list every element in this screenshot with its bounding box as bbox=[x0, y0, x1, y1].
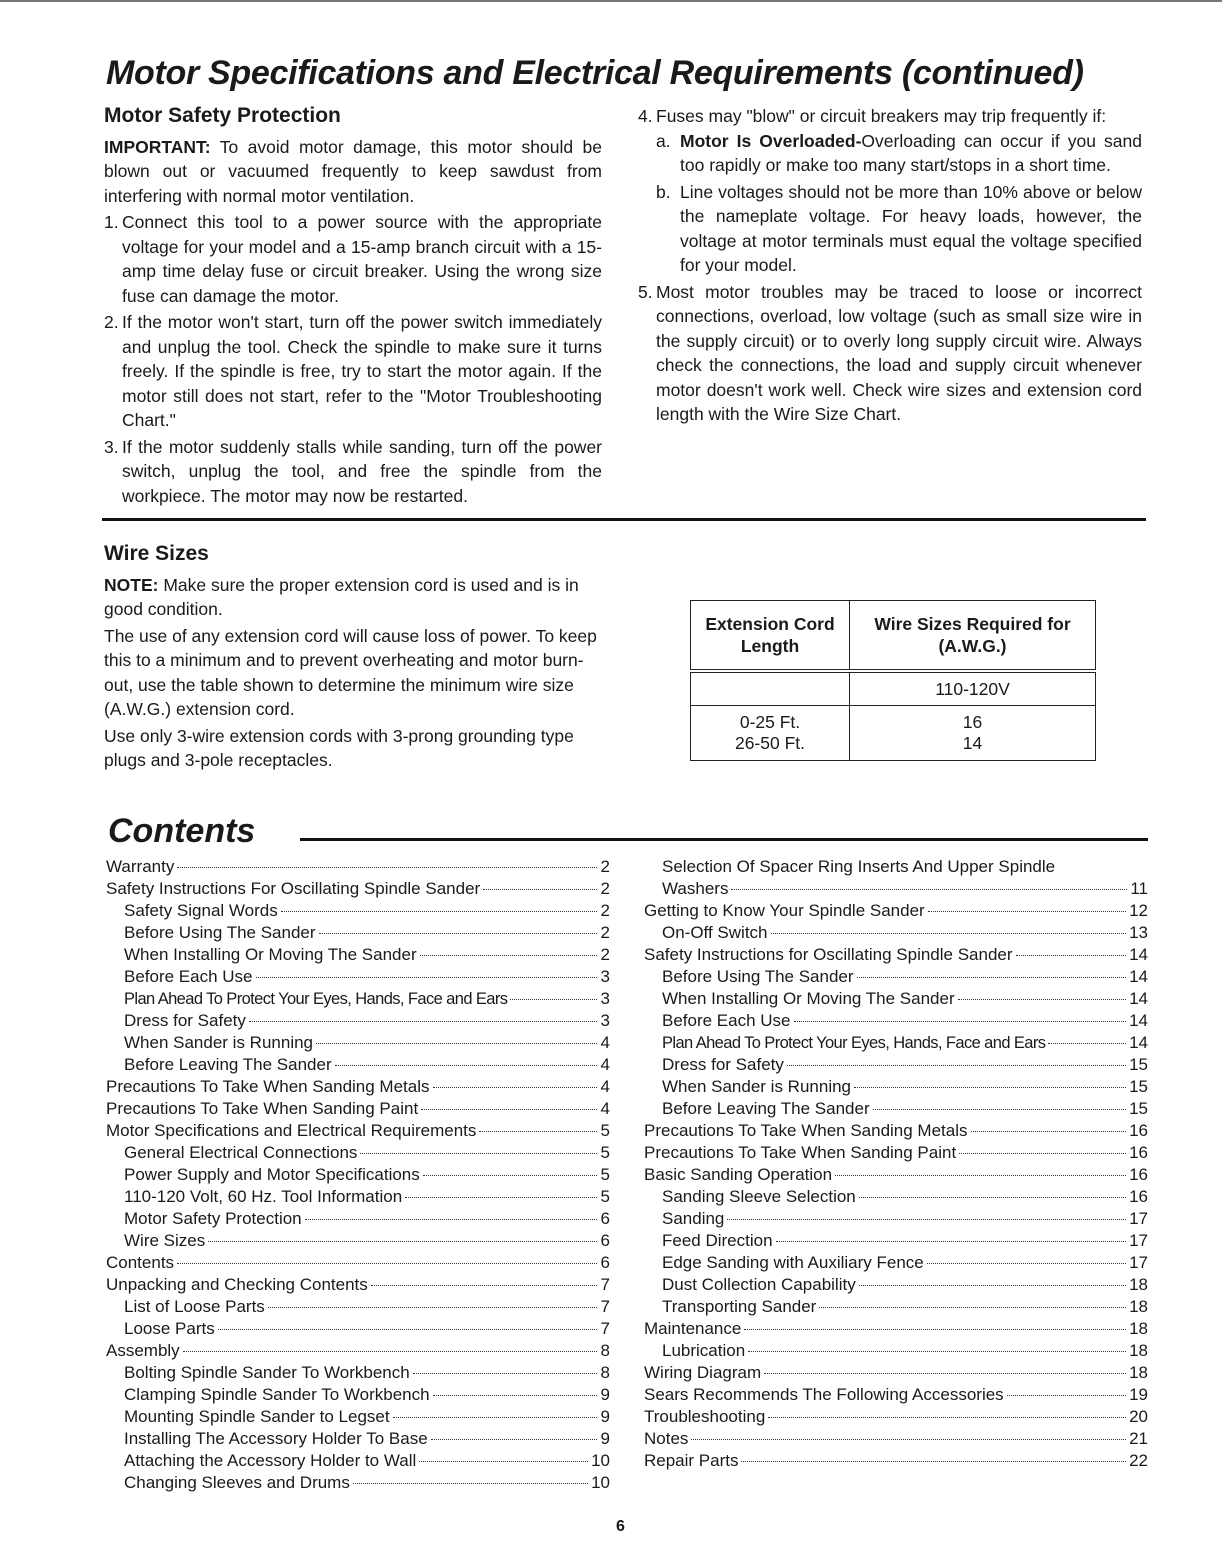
toc-entry-label: When Installing Or Moving The Sander bbox=[124, 945, 417, 964]
toc-entry-label: Edge Sanding with Auxiliary Fence bbox=[662, 1253, 924, 1272]
toc-entry bbox=[106, 900, 610, 922]
length-value: 0-25 Ft. bbox=[739, 712, 801, 732]
item-number: 4. bbox=[638, 106, 653, 126]
dot-leader bbox=[431, 1439, 597, 1440]
toc-entry-label-line1: Selection Of Spacer Ring Inserts And Upper Spindle bbox=[662, 857, 1056, 876]
dot-leader bbox=[256, 977, 597, 978]
toc-entry bbox=[644, 1230, 1148, 1252]
toc-page-number: 9 bbox=[600, 1407, 610, 1426]
toc-page-number: 20 bbox=[1129, 1407, 1148, 1426]
toc-page-number: 15 bbox=[1129, 1077, 1148, 1096]
dot-leader bbox=[316, 1043, 597, 1044]
dot-leader bbox=[218, 1329, 597, 1330]
toc-entry-label: Feed Direction bbox=[662, 1231, 773, 1250]
toc-page-number: 17 bbox=[1129, 1253, 1148, 1272]
dot-leader bbox=[1007, 1395, 1126, 1396]
dot-leader bbox=[335, 1065, 597, 1066]
toc-entry bbox=[106, 988, 610, 1010]
dot-leader bbox=[183, 1351, 597, 1352]
dot-leader bbox=[433, 1087, 597, 1088]
dot-leader bbox=[483, 889, 597, 890]
toc-page-number: 5 bbox=[600, 1187, 610, 1206]
toc-entry bbox=[644, 944, 1148, 966]
toc-page-number: 18 bbox=[1129, 1297, 1148, 1316]
dot-leader bbox=[421, 1109, 597, 1110]
toc-page-number: 14 bbox=[1129, 1033, 1148, 1052]
toc-entry bbox=[644, 1450, 1148, 1472]
voltage-cell: 110-120V bbox=[850, 671, 1096, 706]
dot-leader bbox=[771, 933, 1127, 934]
toc-page-number: 16 bbox=[1129, 1187, 1148, 1206]
item-number: 5. bbox=[638, 281, 653, 302]
toc-entry-label: Assembly bbox=[106, 1341, 180, 1360]
toc-page-number: 5 bbox=[600, 1165, 610, 1184]
toc-entry bbox=[106, 1428, 610, 1450]
toc-page-number: 18 bbox=[1129, 1275, 1148, 1294]
toc-entry-label: Plan Ahead To Protect Your Eyes, Hands, Face and Ears bbox=[124, 990, 508, 1008]
toc-entry-label: Wiring Diagram bbox=[644, 1363, 762, 1382]
toc-entry-label: Getting to Know Your Spindle Sander bbox=[644, 901, 925, 920]
toc-entry bbox=[644, 1428, 1148, 1450]
dot-leader bbox=[857, 977, 1127, 978]
toc-entry bbox=[106, 856, 610, 878]
toc-page-number: 10 bbox=[591, 1451, 610, 1470]
dot-leader bbox=[776, 1241, 1127, 1242]
toc-entry bbox=[644, 922, 1148, 944]
toc-entry bbox=[106, 1120, 610, 1142]
dot-leader bbox=[371, 1285, 597, 1286]
size-value: 14 bbox=[962, 733, 983, 753]
toc-entry bbox=[644, 1076, 1148, 1098]
wire-sizes-paragraph: Use only 3-wire extension cords with 3-prong grounding type plugs and 3-pole receptacles. bbox=[104, 725, 574, 770]
section-divider bbox=[102, 518, 1146, 521]
dot-leader bbox=[319, 933, 597, 934]
toc-entry-label: Changing Sleeves and Drums bbox=[124, 1473, 350, 1492]
toc-entry-label: Motor Safety Protection bbox=[124, 1209, 302, 1228]
toc-entry bbox=[106, 1384, 610, 1406]
dot-leader bbox=[859, 1197, 1126, 1198]
toc-entry bbox=[644, 1010, 1148, 1032]
toc-page-number: 8 bbox=[600, 1341, 610, 1360]
toc-entry-label: Sanding bbox=[662, 1209, 725, 1228]
dot-leader bbox=[249, 1021, 597, 1022]
toc-entry bbox=[106, 1076, 610, 1098]
toc-entry-label: Warranty bbox=[106, 857, 175, 876]
table-header-row bbox=[691, 601, 1096, 672]
dot-leader bbox=[353, 1483, 588, 1484]
toc-page-number: 6 bbox=[600, 1253, 610, 1272]
important-label: IMPORTANT: bbox=[104, 136, 211, 157]
toc-entry bbox=[644, 1296, 1148, 1318]
toc-entry-label: 110-120 Volt, 60 Hz. Tool Information bbox=[124, 1187, 403, 1206]
dot-leader bbox=[835, 1175, 1126, 1176]
toc-entry bbox=[106, 1450, 610, 1472]
toc-page-number: 6 bbox=[600, 1231, 610, 1250]
sub-item-a bbox=[656, 129, 1142, 178]
wire-sizes-paragraph: The use of any extension cord will cause loss of power. To keep this to a minimum and to prevent overheating and motor burn-out, use the table shown to determine the minimum wire size (A.W.G.) extension cord. bbox=[104, 625, 597, 719]
toc-entry-label: Precautions To Take When Sanding Paint bbox=[106, 1099, 419, 1118]
toc-entry bbox=[106, 1186, 610, 1208]
toc-page-number: 4 bbox=[600, 1055, 610, 1074]
toc-page-number: 6 bbox=[600, 1209, 610, 1228]
important-paragraph bbox=[104, 135, 602, 209]
toc-page-number: 18 bbox=[1129, 1319, 1148, 1338]
dot-leader bbox=[1016, 955, 1127, 956]
toc-page-number: 3 bbox=[600, 1011, 610, 1030]
sub-item-label: a. bbox=[656, 130, 671, 151]
list-item-2 bbox=[104, 310, 602, 433]
toc-entry-label: Troubleshooting bbox=[644, 1407, 766, 1426]
contents-left-column bbox=[106, 856, 610, 1494]
toc-entry-label: Safety Signal Words bbox=[124, 901, 278, 920]
toc-entry bbox=[644, 1340, 1148, 1362]
toc-page-number: 14 bbox=[1129, 945, 1148, 964]
toc-entry bbox=[106, 1340, 610, 1362]
dot-leader bbox=[208, 1241, 597, 1242]
dot-leader bbox=[510, 999, 597, 1000]
dot-leader bbox=[959, 1153, 1126, 1154]
toc-entry-label: Precautions To Take When Sanding Metals bbox=[106, 1077, 430, 1096]
dot-leader bbox=[741, 1461, 1126, 1462]
toc-entry-label: General Electrical Connections bbox=[124, 1143, 358, 1162]
toc-entry-label: Unpacking and Checking Contents bbox=[106, 1275, 368, 1294]
toc-entry-label: Contents bbox=[106, 1253, 175, 1272]
toc-entry bbox=[106, 1252, 610, 1274]
sub-item-bold: Motor Is Overloaded- bbox=[680, 130, 862, 151]
sub-item-text: Line voltages should not be more than 10% above or below the nameplate voltage. For heavy loads, however, the voltage at motor terminals must equal the voltage specified for your model. bbox=[680, 181, 1142, 275]
toc-page-number: 7 bbox=[600, 1275, 610, 1294]
toc-entry-label: On-Off Switch bbox=[662, 923, 768, 942]
toc-page-number: 19 bbox=[1129, 1385, 1148, 1404]
length-cell bbox=[691, 706, 850, 761]
toc-page-number: 16 bbox=[1129, 1165, 1148, 1184]
dot-leader bbox=[423, 1175, 597, 1176]
toc-page-number: 3 bbox=[600, 989, 610, 1008]
sub-item-text bbox=[680, 129, 1142, 178]
dot-leader bbox=[268, 1307, 597, 1308]
dot-leader bbox=[744, 1329, 1126, 1330]
toc-entry-label: When Sander is Running bbox=[662, 1077, 852, 1096]
toc-entry bbox=[106, 922, 610, 944]
dot-leader bbox=[479, 1131, 597, 1132]
page-number: 6 bbox=[616, 1518, 625, 1535]
toc-entry bbox=[106, 1472, 610, 1494]
toc-entry-label: Clamping Spindle Sander To Workbench bbox=[124, 1385, 430, 1404]
toc-entry-label: Safety Instructions For Oscillating Spindle Sander bbox=[106, 879, 481, 898]
dot-leader bbox=[405, 1197, 597, 1198]
toc-page-number: 2 bbox=[600, 879, 610, 898]
toc-page-number: 7 bbox=[600, 1319, 610, 1338]
toc-entry-label: Dust Collection Capability bbox=[662, 1275, 856, 1294]
wire-sizes-heading: Wire Sizes bbox=[104, 542, 209, 565]
toc-entry bbox=[644, 1406, 1148, 1428]
table-cell-empty bbox=[691, 671, 850, 706]
toc-entry-label: Precautions To Take When Sanding Paint bbox=[644, 1143, 957, 1162]
toc-page-number: 15 bbox=[1129, 1055, 1148, 1074]
toc-page-number: 21 bbox=[1129, 1429, 1148, 1448]
toc-page-number: 10 bbox=[591, 1473, 610, 1492]
toc-page-number: 3 bbox=[600, 967, 610, 986]
size-cell bbox=[850, 706, 1096, 761]
toc-page-number: 14 bbox=[1129, 967, 1148, 986]
toc-entry-label: Safety Instructions for Oscillating Spindle Sander bbox=[644, 945, 1013, 964]
toc-entry-label: Sears Recommends The Following Accessories bbox=[644, 1385, 1004, 1404]
note-label: NOTE: bbox=[104, 574, 159, 595]
sub-item-body: Overloading can occur if you sand too rapidly or make too many start/stops in a short time. bbox=[680, 130, 1142, 175]
toc-entry bbox=[106, 878, 610, 900]
dot-leader bbox=[928, 911, 1126, 912]
toc-entry bbox=[106, 1296, 610, 1318]
toc-page-number: 2 bbox=[600, 857, 610, 876]
toc-page-number: 2 bbox=[600, 923, 610, 942]
dot-leader bbox=[731, 889, 1127, 890]
dot-leader bbox=[971, 1131, 1127, 1132]
toc-page-number: 9 bbox=[600, 1385, 610, 1404]
toc-entry-label: When Installing Or Moving The Sander bbox=[662, 989, 955, 1008]
toc-entry bbox=[106, 1142, 610, 1164]
motor-safety-continued bbox=[638, 104, 1142, 427]
item-text: Most motor troubles may be traced to loose or incorrect connections, overload, low voltage (such as small size wire in the supply circuit) or to overly long supply circuit wire. Always check the connections, the load and supply circuit whenever motor doesn't work well. Check wire sizes and extension cord length with the Wire Size Chart. bbox=[656, 281, 1142, 424]
dot-leader bbox=[873, 1109, 1126, 1110]
contents-heading: Contents bbox=[108, 812, 256, 850]
toc-entry bbox=[644, 1186, 1148, 1208]
dot-leader bbox=[360, 1153, 597, 1154]
length-value: 26-50 Ft. bbox=[734, 733, 806, 753]
contents-right-column bbox=[644, 856, 1148, 1472]
dot-leader bbox=[927, 1263, 1126, 1264]
dot-leader bbox=[819, 1307, 1126, 1308]
motor-safety-section bbox=[104, 104, 602, 508]
toc-entry bbox=[644, 1274, 1148, 1296]
toc-page-number: 14 bbox=[1129, 989, 1148, 1008]
important-text: To avoid motor damage, this motor should be blown out or vacuumed frequently to keep sawdust from interfering with normal motor ventilation. bbox=[104, 136, 602, 206]
toc-entry bbox=[644, 1252, 1148, 1274]
dot-leader bbox=[305, 1219, 597, 1220]
toc-entry bbox=[106, 944, 610, 966]
toc-entry-label: Motor Specifications and Electrical Requirements bbox=[106, 1121, 477, 1140]
toc-page-number: 9 bbox=[600, 1429, 610, 1448]
toc-entry bbox=[644, 1362, 1148, 1384]
toc-entry-label: Plan Ahead To Protect Your Eyes, Hands, Face and Ears bbox=[662, 1034, 1046, 1052]
item-number: 3. bbox=[104, 436, 119, 457]
toc-entry-label: Before Leaving The Sander bbox=[124, 1055, 332, 1074]
toc-entry-label: Mounting Spindle Sander to Legset bbox=[124, 1407, 390, 1426]
item-text: If the motor suddenly stalls while sanding, turn off the power switch, unplug the tool, and free the spindle from the workpiece. The motor may now be restarted. bbox=[122, 436, 602, 506]
toc-entry bbox=[106, 1318, 610, 1340]
dot-leader bbox=[177, 867, 597, 868]
dot-leader bbox=[177, 1263, 597, 1264]
table-row bbox=[691, 706, 1096, 761]
toc-entry bbox=[644, 1120, 1148, 1142]
toc-entry bbox=[106, 1164, 610, 1186]
item-text: If the motor won't start, turn off the power switch immediately and unplug the tool. Check the spindle to make sure it turns freely. If the spindle is free, try to start the motor again. If the motor still does not start, refer to the "Motor Troubleshooting Chart." bbox=[122, 312, 602, 430]
dot-leader bbox=[419, 1461, 588, 1462]
toc-entry-label: Basic Sanding Operation bbox=[644, 1165, 833, 1184]
motor-safety-heading: Motor Safety Protection bbox=[104, 104, 341, 127]
toc-page-number: 5 bbox=[600, 1143, 610, 1162]
toc-entry-label: Before Each Use bbox=[662, 1011, 791, 1030]
list-item-3 bbox=[104, 435, 602, 509]
toc-entry-label: Before Using The Sander bbox=[662, 967, 854, 986]
item-number: 2. bbox=[104, 312, 119, 332]
toc-entry-label: Before Using The Sander bbox=[124, 923, 316, 942]
dot-leader bbox=[748, 1351, 1126, 1352]
toc-entry-label: When Sander is Running bbox=[124, 1033, 314, 1052]
toc-entry-label: Dress for Safety bbox=[662, 1055, 784, 1074]
item-text: Connect this tool to a power source with the appropriate voltage for your model and a 15-amp branch circuit with a 15-amp time delay fuse or circuit breaker. Using the wrong size fuse can damage the motor. bbox=[122, 212, 602, 306]
toc-entry-label: Loose Parts bbox=[124, 1319, 215, 1338]
note-text: Make sure the proper extension cord is used and is in good condition. bbox=[104, 574, 579, 619]
dot-leader bbox=[958, 999, 1126, 1000]
sub-item-b bbox=[656, 180, 1142, 278]
toc-entry bbox=[106, 1274, 610, 1296]
toc-page-number: 8 bbox=[600, 1363, 610, 1382]
toc-entry bbox=[106, 1406, 610, 1428]
toc-entry bbox=[644, 966, 1148, 988]
toc-entry bbox=[106, 1054, 610, 1076]
toc-entry-label: Repair Parts bbox=[644, 1451, 739, 1470]
list-item-5 bbox=[638, 280, 1142, 427]
dot-leader bbox=[787, 1065, 1126, 1066]
toc-entry bbox=[644, 1318, 1148, 1340]
contents-rule bbox=[300, 838, 1148, 841]
toc-page-number: 12 bbox=[1129, 901, 1148, 920]
toc-entry-line2 bbox=[644, 878, 1148, 900]
toc-entry-label: Before Leaving The Sander bbox=[662, 1099, 870, 1118]
toc-entry-label: Power Supply and Motor Specifications bbox=[124, 1165, 420, 1184]
toc-page-number: 4 bbox=[600, 1033, 610, 1052]
col-header-wire-size: Wire Sizes Required for (A.W.G.) bbox=[850, 601, 1096, 672]
toc-page-number: 11 bbox=[1130, 879, 1148, 898]
dot-leader bbox=[794, 1021, 1127, 1022]
toc-entry bbox=[106, 1362, 610, 1384]
toc-page-number: 14 bbox=[1129, 1011, 1148, 1030]
page-title: Motor Specifications and Electrical Requirements (continued) bbox=[106, 54, 1084, 92]
toc-entry bbox=[644, 1142, 1148, 1164]
toc-entry bbox=[644, 900, 1148, 922]
toc-page-number: 17 bbox=[1129, 1209, 1148, 1228]
toc-entry-label: Notes bbox=[644, 1429, 689, 1448]
note-paragraph bbox=[104, 573, 608, 622]
toc-entry bbox=[106, 966, 610, 988]
toc-entry bbox=[644, 1208, 1148, 1230]
toc-page-number: 16 bbox=[1129, 1121, 1148, 1140]
toc-entry bbox=[106, 1032, 610, 1054]
dot-leader bbox=[764, 1373, 1126, 1374]
toc-page-number: 18 bbox=[1129, 1363, 1148, 1382]
toc-page-number: 13 bbox=[1129, 923, 1148, 942]
toc-entry-label: Wire Sizes bbox=[124, 1231, 206, 1250]
toc-entry bbox=[644, 1164, 1148, 1186]
col-header-length: Extension Cord Length bbox=[691, 601, 850, 672]
dot-leader bbox=[768, 1417, 1126, 1418]
dot-leader bbox=[859, 1285, 1126, 1286]
toc-entry-label: Bolting Spindle Sander To Workbench bbox=[124, 1363, 410, 1382]
toc-entry bbox=[644, 1384, 1148, 1406]
toc-entry bbox=[106, 1098, 610, 1120]
toc-entry bbox=[106, 1208, 610, 1230]
list-item-4 bbox=[638, 104, 1142, 129]
dot-leader bbox=[281, 911, 597, 912]
toc-entry-label: Precautions To Take When Sanding Metals bbox=[644, 1121, 968, 1140]
toc-entry-label: Installing The Accessory Holder To Base bbox=[124, 1429, 428, 1448]
dot-leader bbox=[420, 955, 597, 956]
item-number: 1. bbox=[104, 212, 119, 232]
toc-page-number: 7 bbox=[600, 1297, 610, 1316]
toc-page-number: 2 bbox=[600, 945, 610, 964]
toc-page-number: 22 bbox=[1129, 1451, 1148, 1470]
toc-entry-label: Washers bbox=[662, 879, 729, 898]
toc-entry-label: Lubrication bbox=[662, 1341, 746, 1360]
toc-page-number: 2 bbox=[600, 901, 610, 920]
toc-page-number: 15 bbox=[1129, 1099, 1148, 1118]
table-row bbox=[691, 671, 1096, 706]
size-value: 16 bbox=[962, 712, 983, 732]
dot-leader bbox=[691, 1439, 1126, 1440]
dot-leader bbox=[727, 1219, 1126, 1220]
toc-entry bbox=[644, 856, 1148, 900]
toc-entry-label: Attaching the Accessory Holder to Wall bbox=[124, 1451, 417, 1470]
wire-sizes-section bbox=[104, 542, 608, 773]
toc-page-number: 4 bbox=[600, 1077, 610, 1096]
dot-leader bbox=[1048, 1043, 1126, 1044]
toc-page-number: 17 bbox=[1129, 1231, 1148, 1250]
toc-page-number: 5 bbox=[600, 1121, 610, 1140]
item-text: Fuses may "blow" or circuit breakers may trip frequently if: bbox=[656, 106, 1107, 126]
toc-entry bbox=[644, 988, 1148, 1010]
sub-item-label: b. bbox=[656, 181, 671, 202]
list-item-1 bbox=[104, 210, 602, 308]
toc-entry-label: List of Loose Parts bbox=[124, 1297, 265, 1316]
top-border bbox=[0, 0, 1222, 2]
toc-entry bbox=[644, 1054, 1148, 1076]
toc-entry-label: Dress for Safety bbox=[124, 1011, 246, 1030]
toc-entry bbox=[644, 1032, 1148, 1054]
toc-entry bbox=[644, 1098, 1148, 1120]
toc-page-number: 16 bbox=[1129, 1143, 1148, 1162]
toc-entry-label: Sanding Sleeve Selection bbox=[662, 1187, 856, 1206]
toc-entry-label: Transporting Sander bbox=[662, 1297, 817, 1316]
dot-leader bbox=[854, 1087, 1126, 1088]
toc-entry bbox=[106, 1010, 610, 1032]
toc-entry-label: Maintenance bbox=[644, 1319, 742, 1338]
toc-entry bbox=[106, 1230, 610, 1252]
dot-leader bbox=[433, 1395, 597, 1396]
toc-entry-label: Before Each Use bbox=[124, 967, 253, 986]
dot-leader bbox=[393, 1417, 597, 1418]
wire-size-table bbox=[690, 600, 1096, 761]
toc-page-number: 18 bbox=[1129, 1341, 1148, 1360]
dot-leader bbox=[413, 1373, 597, 1374]
toc-page-number: 4 bbox=[600, 1099, 610, 1118]
